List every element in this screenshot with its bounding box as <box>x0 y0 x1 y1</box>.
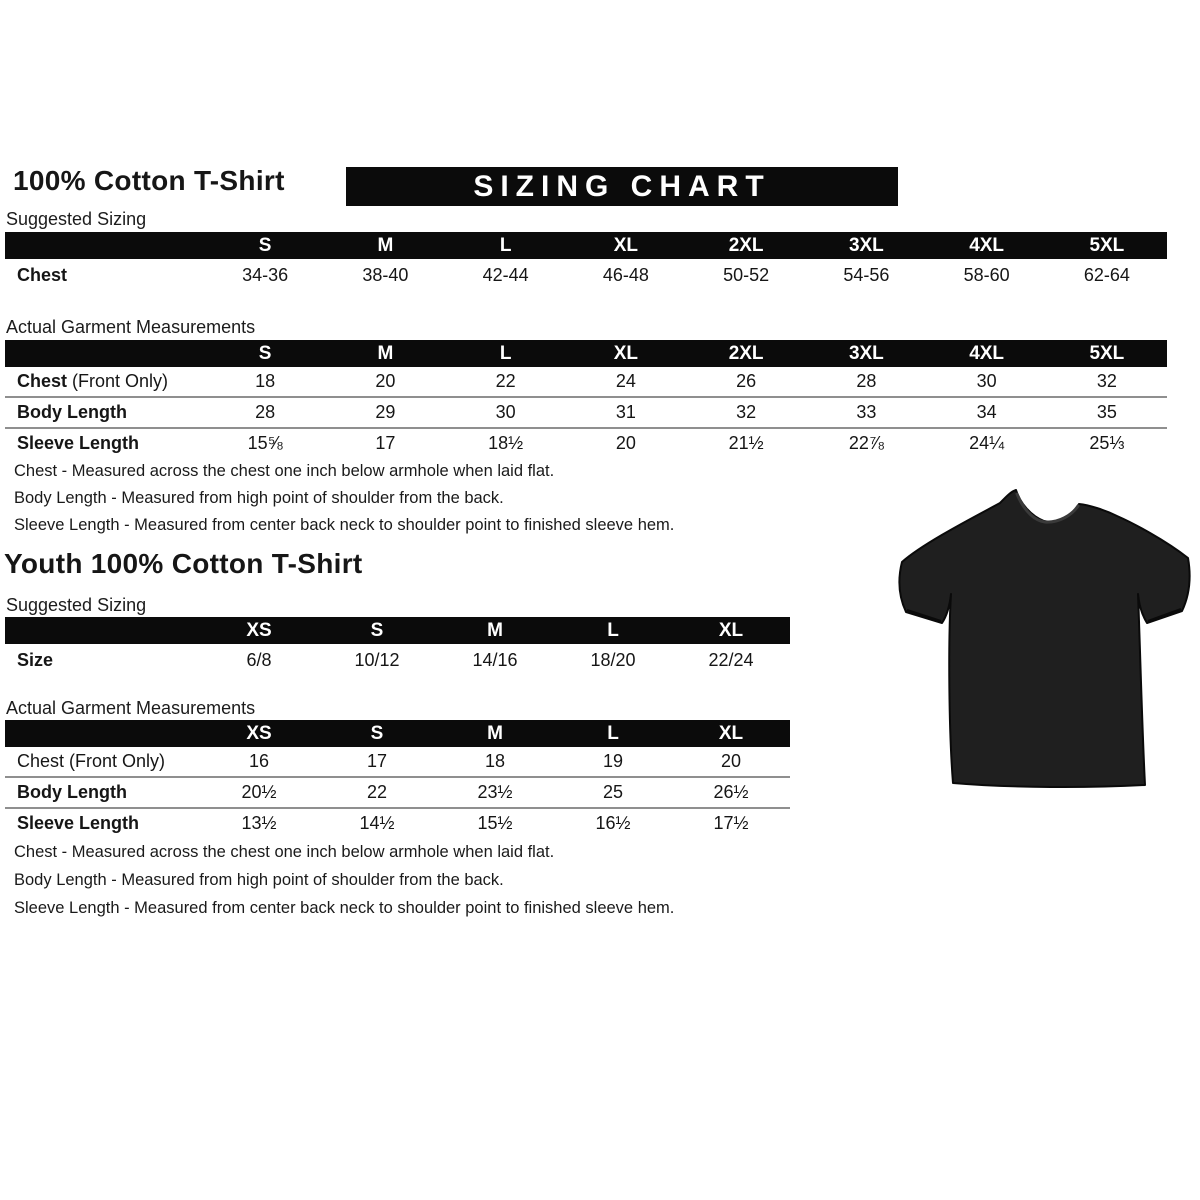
table-header-row <box>5 232 1167 259</box>
table-row-sleeve-length <box>5 807 790 838</box>
column-header: S <box>258 234 272 256</box>
row-label: Sleeve Length <box>17 433 140 453</box>
column-header: 3XL <box>848 342 884 364</box>
youth-suggested-sizing-table <box>5 617 790 676</box>
column-header: L <box>607 619 619 641</box>
table-cell: 30 <box>495 402 516 422</box>
table-cell: 18½ <box>488 433 524 453</box>
youth-actual-measurements-table <box>5 720 790 838</box>
column-header: S <box>370 619 384 641</box>
youth-suggested-sizing-label: Suggested Sizing <box>6 595 147 615</box>
tshirt-image <box>893 483 1195 805</box>
column-header: XL <box>613 234 639 256</box>
table-cell: 23½ <box>477 782 513 802</box>
table-cell: 10/12 <box>354 649 400 670</box>
table-cell: 31 <box>615 402 636 422</box>
table-cell: 32 <box>1096 371 1117 391</box>
column-header: M <box>487 619 503 641</box>
table-cell: 34 <box>976 402 997 422</box>
table-cell: 15⅝ <box>247 433 283 453</box>
column-header: S <box>370 722 384 744</box>
adult-actual-measurements-table <box>5 340 1167 458</box>
table-cell: 14½ <box>359 813 395 833</box>
column-header: 2XL <box>728 342 764 364</box>
table-cell: 26 <box>736 371 757 391</box>
adult-actual-measurements-label: Actual Garment Measurements <box>6 317 256 337</box>
youth-section-title: Youth 100% Cotton T-Shirt <box>4 548 363 579</box>
table-row-size <box>5 644 790 676</box>
table-cell: 18/20 <box>590 649 636 670</box>
column-header: XL <box>613 342 639 364</box>
table-cell: 21½ <box>728 433 764 453</box>
note-body-length: Body Length - Measured from high point of shoulder from the back. <box>14 489 504 507</box>
column-header: L <box>499 234 512 256</box>
column-header: XS <box>246 619 272 641</box>
table-cell: 58-60 <box>963 264 1010 285</box>
note-sleeve-length: Sleeve Length - Measured from center back neck to shoulder point to finished sleeve hem. <box>14 899 675 917</box>
column-header: M <box>487 722 503 744</box>
table-row-chest <box>5 259 1167 291</box>
table-cell: 17½ <box>713 813 749 833</box>
table-cell: 13½ <box>241 813 277 833</box>
table-row-chest <box>5 367 1167 396</box>
sizing-chart-banner-text: SIZING CHART <box>473 169 771 203</box>
table-cell: 35 <box>1096 402 1117 422</box>
table-cell: 18 <box>484 751 506 771</box>
row-label: Size <box>17 649 54 670</box>
row-label-suffix: (Front Only) <box>72 371 169 391</box>
tshirt-body-shape <box>899 490 1189 787</box>
table-cell: 17 <box>366 751 388 771</box>
column-header: L <box>499 342 512 364</box>
table-cell: 22/24 <box>708 649 754 670</box>
table-cell: 15½ <box>477 813 513 833</box>
adult-suggested-sizing-label: Suggested Sizing <box>6 209 147 229</box>
table-header-row <box>5 720 790 747</box>
table-cell: 28 <box>255 402 276 422</box>
row-label: Body Length <box>17 402 127 422</box>
table-cell: 26½ <box>713 782 749 802</box>
column-header: XL <box>718 619 744 641</box>
note-chest: Chest - Measured across the chest one inch below armhole when laid flat. <box>14 843 555 861</box>
table-row-sleeve-length <box>5 427 1167 458</box>
table-row-chest <box>5 747 790 776</box>
table-cell: 42-44 <box>482 264 529 285</box>
table-cell: 50-52 <box>723 264 770 285</box>
column-header: 2XL <box>728 234 764 256</box>
table-header-row <box>5 617 790 644</box>
column-header: XS <box>246 722 272 744</box>
table-cell: 24¼ <box>969 433 1005 453</box>
table-cell: 16½ <box>595 813 631 833</box>
sizing-chart-banner <box>346 167 898 206</box>
page-title: 100% Cotton T-Shirt <box>13 165 285 196</box>
adult-suggested-sizing-table <box>5 232 1167 291</box>
table-row-body-length <box>5 776 790 807</box>
table-cell: 30 <box>976 371 997 391</box>
row-label: Body Length <box>17 782 127 802</box>
table-cell: 20½ <box>241 782 277 802</box>
table-cell: 46-48 <box>602 264 649 285</box>
table-cell: 20 <box>615 433 636 453</box>
table-cell: 20 <box>375 371 396 391</box>
table-cell: 28 <box>856 371 877 391</box>
table-cell: 19 <box>602 751 624 771</box>
table-header-row <box>5 340 1167 367</box>
column-header: 4XL <box>969 342 1005 364</box>
row-label: Chest <box>17 264 68 285</box>
table-cell: 14/16 <box>472 649 518 670</box>
table-cell: 22 <box>366 782 388 802</box>
adult-measurement-notes <box>14 462 674 543</box>
column-header: S <box>258 342 272 364</box>
table-cell: 33 <box>856 402 877 422</box>
table-cell: 62-64 <box>1083 264 1130 285</box>
row-label-text: Chest <box>17 371 68 391</box>
youth-measurement-notes <box>14 843 674 927</box>
table-cell: 17 <box>375 433 396 453</box>
column-header: 4XL <box>969 234 1005 256</box>
table-cell: 25⅓ <box>1089 433 1125 453</box>
table-cell: 32 <box>736 402 757 422</box>
table-cell: 22⅞ <box>848 433 884 453</box>
table-cell: 34-36 <box>242 264 289 285</box>
table-cell: 38-40 <box>362 264 409 285</box>
table-row-body-length <box>5 396 1167 427</box>
table-cell: 22 <box>495 371 516 391</box>
table-cell: 6/8 <box>246 649 272 670</box>
table-cell: 29 <box>375 402 396 422</box>
row-label: Sleeve Length <box>17 813 140 833</box>
table-cell: 18 <box>255 371 276 391</box>
column-header: 3XL <box>848 234 884 256</box>
youth-actual-measurements-label: Actual Garment Measurements <box>6 698 256 718</box>
column-header: M <box>377 234 394 256</box>
row-label <box>5 371 205 392</box>
note-body-length: Body Length - Measured from high point of shoulder from the back. <box>14 871 504 889</box>
table-cell: 20 <box>720 751 742 771</box>
table-cell: 16 <box>248 751 270 771</box>
table-cell: 25 <box>602 782 624 802</box>
column-header: 5XL <box>1089 234 1125 256</box>
note-chest: Chest - Measured across the chest one inch below armhole when laid flat. <box>14 462 555 480</box>
table-cell: 24 <box>615 371 636 391</box>
row-label: Chest (Front Only) <box>17 751 166 771</box>
column-header: L <box>607 722 619 744</box>
table-cell: 54-56 <box>843 264 890 285</box>
column-header: 5XL <box>1089 342 1125 364</box>
note-sleeve-length: Sleeve Length - Measured from center back neck to shoulder point to finished sleeve hem. <box>14 516 675 534</box>
column-header: XL <box>718 722 744 744</box>
column-header: M <box>377 342 394 364</box>
